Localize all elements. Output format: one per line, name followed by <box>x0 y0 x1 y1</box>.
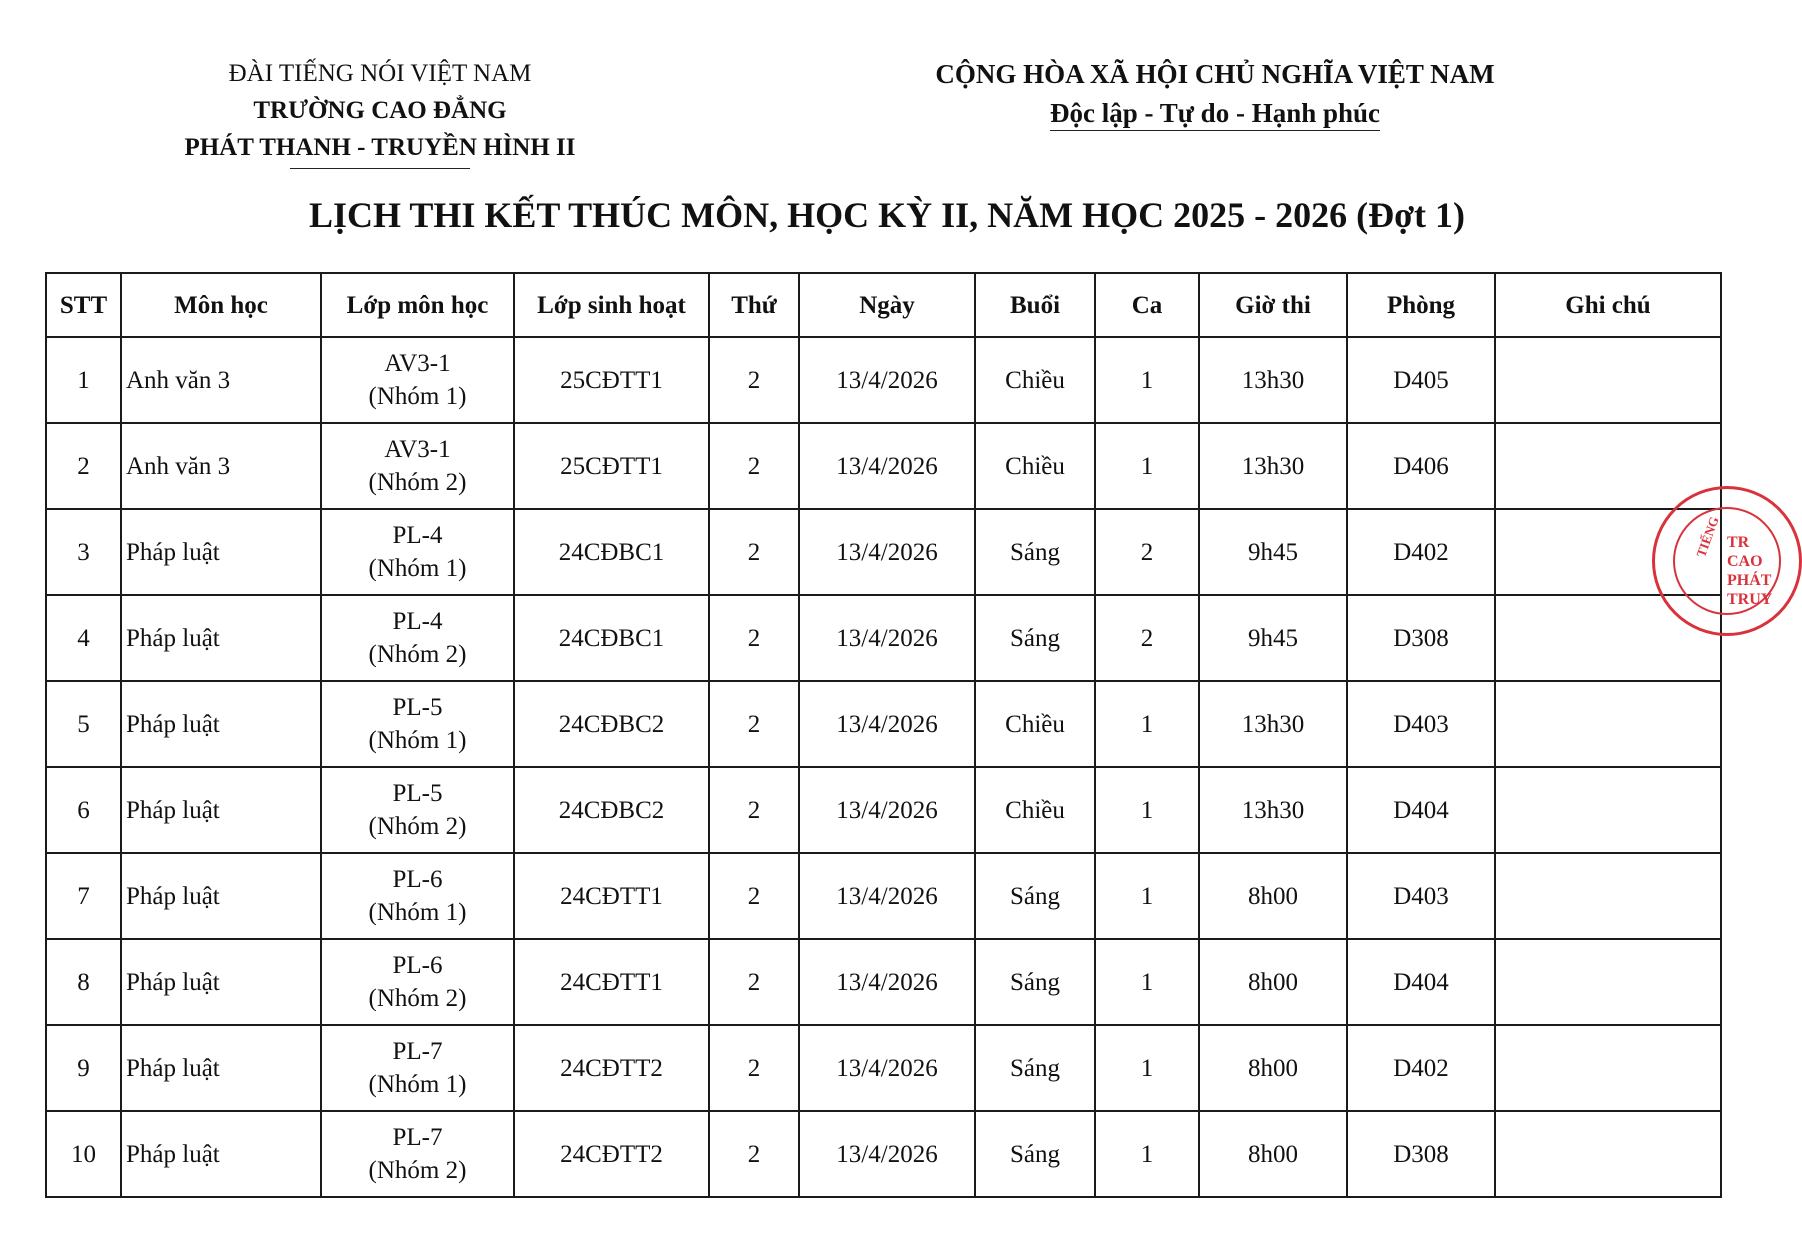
cell-room: D405 <box>1347 337 1495 423</box>
column-header-time: Giờ thi <box>1199 273 1347 337</box>
organization-name: ĐÀI TIẾNG NÓI VIỆT NAM <box>228 60 532 87</box>
cell-subject: Pháp luật <box>121 1025 321 1111</box>
cell-homeroom: 24CĐTT2 <box>514 1025 709 1111</box>
cell-session: Chiều <box>975 423 1095 509</box>
table-row <box>46 767 1721 853</box>
class-group: (Nhóm 1) <box>368 383 467 410</box>
cell-stt: 2 <box>46 423 121 509</box>
cell-time: 13h30 <box>1199 767 1347 853</box>
cell-subject: Pháp luật <box>121 681 321 767</box>
cell-subject: Pháp luật <box>121 1111 321 1197</box>
table-body <box>46 337 1721 1197</box>
class-code: PL-6 <box>392 866 443 893</box>
table-header-row <box>46 273 1721 337</box>
cell-subject: Pháp luật <box>121 939 321 1025</box>
class-code: PL-4 <box>392 522 443 549</box>
cell-stt: 9 <box>46 1025 121 1111</box>
cell-time: 8h00 <box>1199 939 1347 1025</box>
cell-homeroom: 24CĐBC2 <box>514 681 709 767</box>
cell-stt: 8 <box>46 939 121 1025</box>
cell-time: 9h45 <box>1199 509 1347 595</box>
cell-date: 13/4/2026 <box>799 1025 975 1111</box>
cell-subject: Anh văn 3 <box>121 423 321 509</box>
column-header-homeroom: Lớp sinh hoạt <box>514 273 709 337</box>
cell-subject: Pháp luật <box>121 767 321 853</box>
class-group: (Nhóm 2) <box>368 469 467 496</box>
cell-weekday: 2 <box>709 509 799 595</box>
cell-stt: 3 <box>46 509 121 595</box>
cell-session: Sáng <box>975 509 1095 595</box>
column-header-weekday: Thứ <box>709 273 799 337</box>
cell-homeroom: 24CĐBC2 <box>514 767 709 853</box>
header-divider <box>290 168 470 169</box>
cell-room: D403 <box>1347 681 1495 767</box>
cell-room: D402 <box>1347 509 1495 595</box>
cell-session: Chiều <box>975 337 1095 423</box>
cell-weekday: 2 <box>709 423 799 509</box>
class-group: (Nhóm 2) <box>368 641 467 668</box>
column-header-session: Buổi <box>975 273 1095 337</box>
column-header-class: Lớp môn học <box>321 273 514 337</box>
class-group: (Nhóm 2) <box>368 1157 467 1184</box>
cell-shift: 2 <box>1095 509 1199 595</box>
document-title: LỊCH THI KẾT THÚC MÔN, HỌC KỲ II, NĂM HỌC 2025 - 2026 (Đợt 1) <box>309 195 1465 235</box>
cell-homeroom: 24CĐTT2 <box>514 1111 709 1197</box>
cell-weekday: 2 <box>709 939 799 1025</box>
seal-arc-text: TIẾNG <box>1693 514 1722 560</box>
cell-shift: 1 <box>1095 767 1199 853</box>
cell-class <box>321 681 514 767</box>
column-header-room: Phòng <box>1347 273 1495 337</box>
cell-shift: 1 <box>1095 1025 1199 1111</box>
cell-weekday: 2 <box>709 681 799 767</box>
cell-room: D308 <box>1347 1111 1495 1197</box>
cell-shift: 1 <box>1095 681 1199 767</box>
cell-class <box>321 1111 514 1197</box>
cell-class <box>321 509 514 595</box>
issuer-header <box>140 55 620 169</box>
class-code: PL-5 <box>392 780 443 807</box>
country-name: CỘNG HÒA XÃ HỘI CHỦ NGHĨA VIỆT NAM <box>935 59 1495 89</box>
table-row <box>46 337 1721 423</box>
seal-text-line: PHÁT <box>1727 572 1772 589</box>
cell-room: D404 <box>1347 939 1495 1025</box>
cell-date: 13/4/2026 <box>799 423 975 509</box>
cell-class <box>321 423 514 509</box>
cell-weekday: 2 <box>709 1025 799 1111</box>
cell-stt: 4 <box>46 595 121 681</box>
table-row <box>46 423 1721 509</box>
cell-session: Sáng <box>975 595 1095 681</box>
cell-shift: 1 <box>1095 337 1199 423</box>
cell-weekday: 2 <box>709 853 799 939</box>
cell-shift: 1 <box>1095 423 1199 509</box>
seal-text-line: TR <box>1727 534 1750 551</box>
table-row <box>46 595 1721 681</box>
class-group: (Nhóm 1) <box>368 727 467 754</box>
class-group: (Nhóm 1) <box>368 555 467 582</box>
cell-session: Sáng <box>975 853 1095 939</box>
class-group: (Nhóm 1) <box>368 899 467 926</box>
cell-date: 13/4/2026 <box>799 767 975 853</box>
exam-schedule-table <box>45 272 1722 1198</box>
cell-weekday: 2 <box>709 337 799 423</box>
cell-subject: Pháp luật <box>121 853 321 939</box>
cell-note <box>1495 681 1721 767</box>
cell-class <box>321 853 514 939</box>
class-code: PL-7 <box>392 1038 443 1065</box>
cell-weekday: 2 <box>709 595 799 681</box>
national-header <box>900 55 1530 133</box>
cell-session: Sáng <box>975 1025 1095 1111</box>
cell-note <box>1495 853 1721 939</box>
table-row <box>46 681 1721 767</box>
column-header-stt: STT <box>46 273 121 337</box>
cell-room: D403 <box>1347 853 1495 939</box>
cell-room: D406 <box>1347 423 1495 509</box>
cell-date: 13/4/2026 <box>799 853 975 939</box>
table-row <box>46 939 1721 1025</box>
cell-homeroom: 24CĐTT1 <box>514 939 709 1025</box>
cell-note <box>1495 1025 1721 1111</box>
table-row <box>46 853 1721 939</box>
cell-weekday: 2 <box>709 767 799 853</box>
seal-text-line: TRUY <box>1727 591 1773 608</box>
cell-note <box>1495 939 1721 1025</box>
column-header-date: Ngày <box>799 273 975 337</box>
cell-class <box>321 337 514 423</box>
class-group: (Nhóm 2) <box>368 985 467 1012</box>
cell-session: Sáng <box>975 939 1095 1025</box>
class-code: PL-7 <box>392 1124 443 1151</box>
cell-homeroom: 24CĐBC1 <box>514 509 709 595</box>
seal-text <box>1727 533 1772 609</box>
cell-date: 13/4/2026 <box>799 939 975 1025</box>
cell-time: 8h00 <box>1199 1025 1347 1111</box>
cell-shift: 2 <box>1095 595 1199 681</box>
cell-subject: Anh văn 3 <box>121 337 321 423</box>
school-name-line2: PHÁT THANH - TRUYỀN HÌNH II <box>184 134 576 161</box>
cell-homeroom: 24CĐTT1 <box>514 853 709 939</box>
class-group: (Nhóm 2) <box>368 813 467 840</box>
cell-date: 13/4/2026 <box>799 337 975 423</box>
cell-subject: Pháp luật <box>121 509 321 595</box>
class-code: PL-5 <box>392 694 443 721</box>
cell-stt: 5 <box>46 681 121 767</box>
cell-subject: Pháp luật <box>121 595 321 681</box>
cell-date: 13/4/2026 <box>799 1111 975 1197</box>
column-header-subject: Môn học <box>121 273 321 337</box>
cell-homeroom: 24CĐBC1 <box>514 595 709 681</box>
class-code: PL-4 <box>392 608 443 635</box>
cell-note <box>1495 337 1721 423</box>
cell-date: 13/4/2026 <box>799 681 975 767</box>
cell-homeroom: 25CĐTT1 <box>514 423 709 509</box>
class-code: AV3-1 <box>384 436 451 463</box>
cell-note <box>1495 767 1721 853</box>
cell-stt: 1 <box>46 337 121 423</box>
cell-session: Chiều <box>975 681 1095 767</box>
cell-weekday: 2 <box>709 1111 799 1197</box>
class-group: (Nhóm 1) <box>368 1071 467 1098</box>
cell-note <box>1495 1111 1721 1197</box>
cell-class <box>321 595 514 681</box>
school-name-line1: TRƯỜNG CAO ĐẲNG <box>253 97 507 124</box>
cell-date: 13/4/2026 <box>799 595 975 681</box>
cell-room: D308 <box>1347 595 1495 681</box>
column-header-shift: Ca <box>1095 273 1199 337</box>
cell-time: 13h30 <box>1199 423 1347 509</box>
cell-shift: 1 <box>1095 1111 1199 1197</box>
class-code: PL-6 <box>392 952 443 979</box>
cell-stt: 10 <box>46 1111 121 1197</box>
cell-stt: 6 <box>46 767 121 853</box>
cell-class <box>321 939 514 1025</box>
cell-stt: 7 <box>46 853 121 939</box>
cell-time: 8h00 <box>1199 853 1347 939</box>
cell-room: D402 <box>1347 1025 1495 1111</box>
cell-time: 13h30 <box>1199 337 1347 423</box>
cell-session: Chiều <box>975 767 1095 853</box>
cell-date: 13/4/2026 <box>799 509 975 595</box>
cell-time: 9h45 <box>1199 595 1347 681</box>
table-row <box>46 1111 1721 1197</box>
cell-class <box>321 1025 514 1111</box>
cell-time: 13h30 <box>1199 681 1347 767</box>
cell-class <box>321 767 514 853</box>
cell-shift: 1 <box>1095 853 1199 939</box>
cell-session: Sáng <box>975 1111 1095 1197</box>
official-seal <box>1652 486 1802 636</box>
cell-room: D404 <box>1347 767 1495 853</box>
seal-text-line: CAO <box>1727 553 1763 570</box>
column-header-note: Ghi chú <box>1495 273 1721 337</box>
cell-shift: 1 <box>1095 939 1199 1025</box>
table-row <box>46 509 1721 595</box>
table-row <box>46 1025 1721 1111</box>
class-code: AV3-1 <box>384 350 451 377</box>
cell-homeroom: 25CĐTT1 <box>514 337 709 423</box>
cell-time: 8h00 <box>1199 1111 1347 1197</box>
national-motto: Độc lập - Tự do - Hạnh phúc <box>1050 96 1380 131</box>
